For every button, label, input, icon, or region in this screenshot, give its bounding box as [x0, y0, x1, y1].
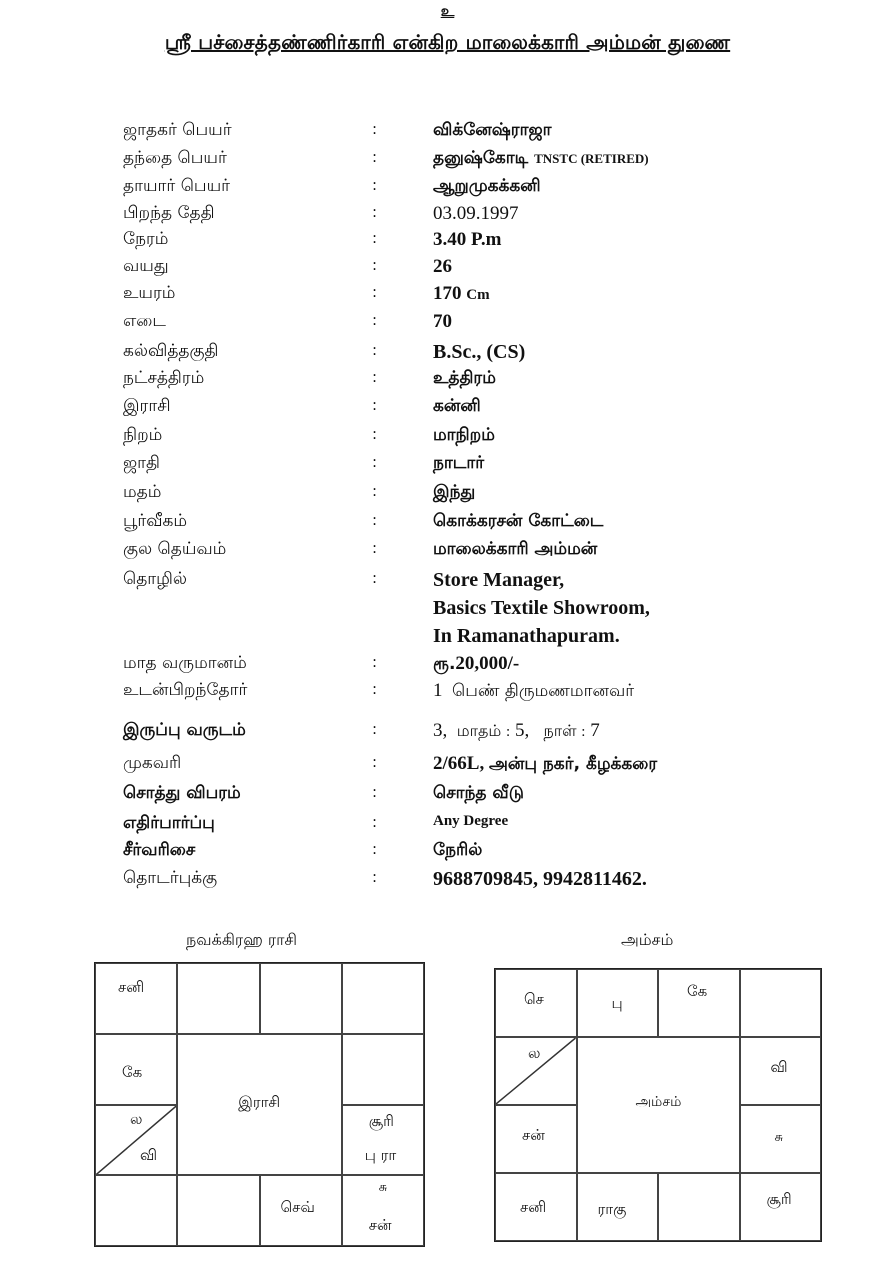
planet-label: கே	[687, 982, 708, 1000]
detail-label: நட்சத்திரம்	[123, 368, 205, 388]
detail-separator: :	[372, 453, 378, 471]
detail-row-star	[0, 368, 895, 394]
detail-separator: :	[372, 720, 378, 738]
rasi-center-label: இராசி	[238, 1092, 281, 1111]
detail-value: கொக்கரசன் கோட்டை	[433, 511, 604, 531]
detail-value: B.Sc., (CS)	[433, 341, 526, 363]
balance-years: 3,	[433, 720, 448, 741]
planet-label: சனி	[520, 1198, 547, 1216]
planet-label: பு	[611, 994, 623, 1012]
detail-separator: :	[372, 425, 378, 443]
detail-value	[433, 680, 634, 703]
planet-label: செ	[524, 990, 544, 1008]
detail-label: குல தெய்வம்	[123, 539, 227, 559]
detail-value	[433, 283, 490, 305]
rasi-house	[95, 1175, 177, 1246]
detail-separator: :	[372, 203, 378, 221]
detail-separator: :	[372, 256, 378, 274]
detail-separator: :	[372, 539, 378, 557]
rasi-house	[342, 1034, 424, 1105]
amsam-house	[740, 1105, 822, 1173]
balance-day-label: நாள்	[543, 721, 577, 740]
detail-value	[433, 653, 519, 676]
detail-row-complexion	[0, 425, 895, 451]
detail-label: மாத வருமானம்	[123, 653, 247, 673]
rasi-house	[177, 963, 259, 1034]
address-number: 2/66L,	[433, 753, 485, 774]
detail-separator: :	[372, 680, 378, 698]
detail-row-address	[0, 753, 895, 779]
balance-months: 5,	[514, 720, 530, 741]
planet-label: சு	[774, 1130, 783, 1145]
detail-value: நேரில்	[433, 840, 483, 860]
rasi-chart	[94, 962, 425, 1247]
rasi-house	[95, 1034, 177, 1105]
detail-label: எதிர்பார்ப்பு	[123, 813, 215, 833]
amsam-chart	[494, 968, 822, 1242]
detail-value: இந்து	[433, 482, 476, 502]
detail-value: 03.09.1997	[433, 203, 519, 224]
planet-label: செவ்	[280, 1198, 315, 1217]
planet-label: ராகு	[597, 1200, 627, 1218]
detail-label: தொடர்புக்கு	[123, 868, 218, 888]
detail-label: ஜாதி	[123, 453, 160, 473]
detail-label: தொழில்	[123, 569, 188, 589]
detail-value: கன்னி	[433, 396, 481, 416]
detail-value: 9688709845, 9942811462.	[433, 868, 647, 890]
balance-days: 7	[590, 720, 600, 741]
detail-value: விக்னேஷ்ராஜா	[433, 120, 552, 140]
lagna-label: ல	[130, 1109, 143, 1128]
amsam-house-lagna	[495, 1037, 577, 1105]
amsam-center	[577, 1037, 740, 1173]
father-name: தனுஷ்கோடி	[433, 148, 529, 168]
detail-row-height	[0, 283, 895, 309]
detail-row-age	[0, 256, 895, 282]
rasi-house	[260, 1175, 342, 1246]
amsam-chart-title: அம்சம்	[621, 930, 674, 949]
detail-label: இராசி	[123, 396, 171, 416]
rasi-house	[342, 1175, 424, 1246]
detail-value: 3.40 P.m	[433, 229, 502, 250]
detail-row-family-deity	[0, 539, 895, 565]
detail-value: Any Degree	[433, 813, 509, 829]
planet-label: சன்	[368, 1216, 392, 1235]
detail-row-weight	[0, 311, 895, 337]
detail-value: சொந்த வீடு	[433, 783, 524, 803]
detail-row-dob	[0, 203, 895, 229]
detail-value: 70	[433, 311, 452, 332]
rasi-house	[342, 1105, 424, 1176]
detail-row-expectation	[0, 813, 895, 839]
height-number: 170	[433, 283, 462, 304]
detail-row-native	[0, 511, 895, 537]
detail-value	[433, 720, 600, 742]
detail-label: உடன்பிறந்தோர்	[123, 680, 248, 700]
rasi-chart-title: நவக்கிரஹ ராசி	[186, 930, 298, 949]
amsam-house	[495, 1173, 577, 1241]
detail-row-dasa-balance	[0, 720, 895, 746]
detail-row-time	[0, 229, 895, 255]
detail-row-contact	[0, 868, 895, 894]
rasi-house	[260, 963, 342, 1034]
detail-label: தாயார் பெயர்	[123, 176, 231, 196]
amsam-house	[740, 1037, 822, 1105]
detail-value: மாலைக்காரி அம்மன்	[433, 539, 598, 559]
detail-row-father	[0, 148, 895, 174]
detail-separator: :	[372, 569, 378, 587]
rasi-house	[95, 963, 177, 1034]
detail-value: ஆறுமுகக்கனி	[433, 176, 541, 196]
detail-row-caste	[0, 453, 895, 479]
detail-value	[433, 753, 657, 776]
income-amount: 20,000/-	[455, 653, 520, 674]
rasi-center	[177, 1034, 342, 1176]
detail-separator: :	[372, 148, 378, 166]
detail-separator: :	[372, 368, 378, 386]
detail-row-siblings	[0, 680, 895, 706]
balance-separator: :	[506, 724, 511, 740]
detail-row-mother	[0, 176, 895, 202]
amsam-center-label: அம்சம்	[635, 1094, 682, 1110]
occupation-value	[433, 566, 650, 650]
detail-label: சொத்து விபரம்	[123, 783, 241, 803]
detail-value: 26	[433, 256, 452, 277]
detail-separator: :	[372, 511, 378, 529]
planet-label: சு	[378, 1180, 388, 1196]
planet-label: கே	[122, 1062, 143, 1081]
amsam-house	[740, 969, 822, 1037]
detail-label: முகவரி	[123, 753, 182, 773]
detail-label: நிறம்	[123, 425, 163, 445]
detail-separator: :	[372, 783, 378, 801]
amsam-house	[495, 969, 577, 1037]
lagna-label: ல	[528, 1044, 541, 1062]
balance-separator: :	[581, 724, 586, 740]
balance-month-label: மாதம்	[456, 721, 502, 740]
detail-label: சீர்வரிசை	[123, 840, 196, 860]
occupation-line: In Ramanathapuram.	[433, 625, 620, 647]
detail-label: வயது	[123, 256, 169, 276]
detail-separator: :	[372, 396, 378, 414]
detail-label: எடை	[123, 311, 166, 331]
planet-label: பு ரா	[364, 1145, 397, 1164]
father-occupation: TNSTC (RETIRED)	[534, 151, 649, 166]
invocation-symbol: உ	[440, 2, 455, 20]
detail-separator: :	[372, 868, 378, 886]
detail-separator: :	[372, 341, 378, 359]
detail-value: உத்திரம்	[433, 368, 496, 388]
detail-separator: :	[372, 311, 378, 329]
planet-label: வி	[770, 1058, 788, 1076]
detail-label: இருப்பு வருடம்	[123, 720, 246, 740]
amsam-house	[658, 1173, 740, 1241]
detail-row-education	[0, 341, 895, 367]
detail-value: நாடார்	[433, 453, 485, 473]
detail-separator: :	[372, 840, 378, 858]
detail-label: கல்வித்தகுதி	[123, 341, 219, 361]
detail-label: பிறந்த தேதி	[123, 203, 215, 223]
amsam-house	[658, 969, 740, 1037]
planet-label: சன்	[522, 1126, 545, 1144]
planet-label: சூரி	[766, 1190, 792, 1208]
planet-label: சனி	[118, 978, 145, 996]
planet-label: வி	[140, 1145, 158, 1164]
detail-label: ஜாதகர் பெயர்	[123, 120, 232, 140]
detail-label: மதம்	[123, 482, 162, 502]
amsam-house	[577, 1173, 659, 1241]
detail-separator: :	[372, 813, 378, 831]
sibling-count: 1	[433, 680, 443, 701]
height-unit: Cm	[466, 287, 490, 303]
detail-row-religion	[0, 482, 895, 508]
detail-label: உயரம்	[123, 283, 176, 303]
occupation-line: Basics Textile Showroom,	[433, 597, 650, 619]
detail-row-income	[0, 653, 895, 679]
sibling-detail: பெண் திருமணமானவர்	[452, 681, 635, 701]
detail-value: மாநிறம்	[433, 425, 495, 445]
amsam-house	[495, 1105, 577, 1173]
planet-label: சூரி	[368, 1111, 394, 1130]
detail-label: தந்தை பெயர்	[123, 148, 227, 168]
detail-separator: :	[372, 753, 378, 771]
amsam-house	[577, 969, 659, 1037]
detail-separator: :	[372, 653, 378, 671]
detail-row-property	[0, 783, 895, 809]
detail-row-rasi	[0, 396, 895, 422]
detail-row-dowry	[0, 840, 895, 866]
detail-row-name	[0, 120, 895, 146]
rasi-house	[177, 1175, 259, 1246]
detail-label: பூர்வீகம்	[123, 511, 188, 531]
amsam-house	[740, 1173, 822, 1241]
detail-label: நேரம்	[123, 229, 169, 249]
detail-separator: :	[372, 176, 378, 194]
occupation-line: Store Manager,	[433, 569, 565, 591]
rasi-house	[342, 963, 424, 1034]
page-title: ஸ்ரீ பச்சைத்தண்ணிர்காரி என்கிற மாலைக்காரி அம்மன் துணை	[164, 30, 731, 54]
detail-value	[433, 148, 649, 170]
detail-separator: :	[372, 283, 378, 301]
detail-separator: :	[372, 229, 378, 247]
currency-prefix: ரூ.	[433, 654, 456, 674]
detail-separator: :	[372, 482, 378, 500]
rasi-house-lagna	[95, 1105, 177, 1176]
address-text: அன்பு நகர், கீழக்கரை	[488, 754, 658, 774]
detail-separator: :	[372, 120, 378, 138]
